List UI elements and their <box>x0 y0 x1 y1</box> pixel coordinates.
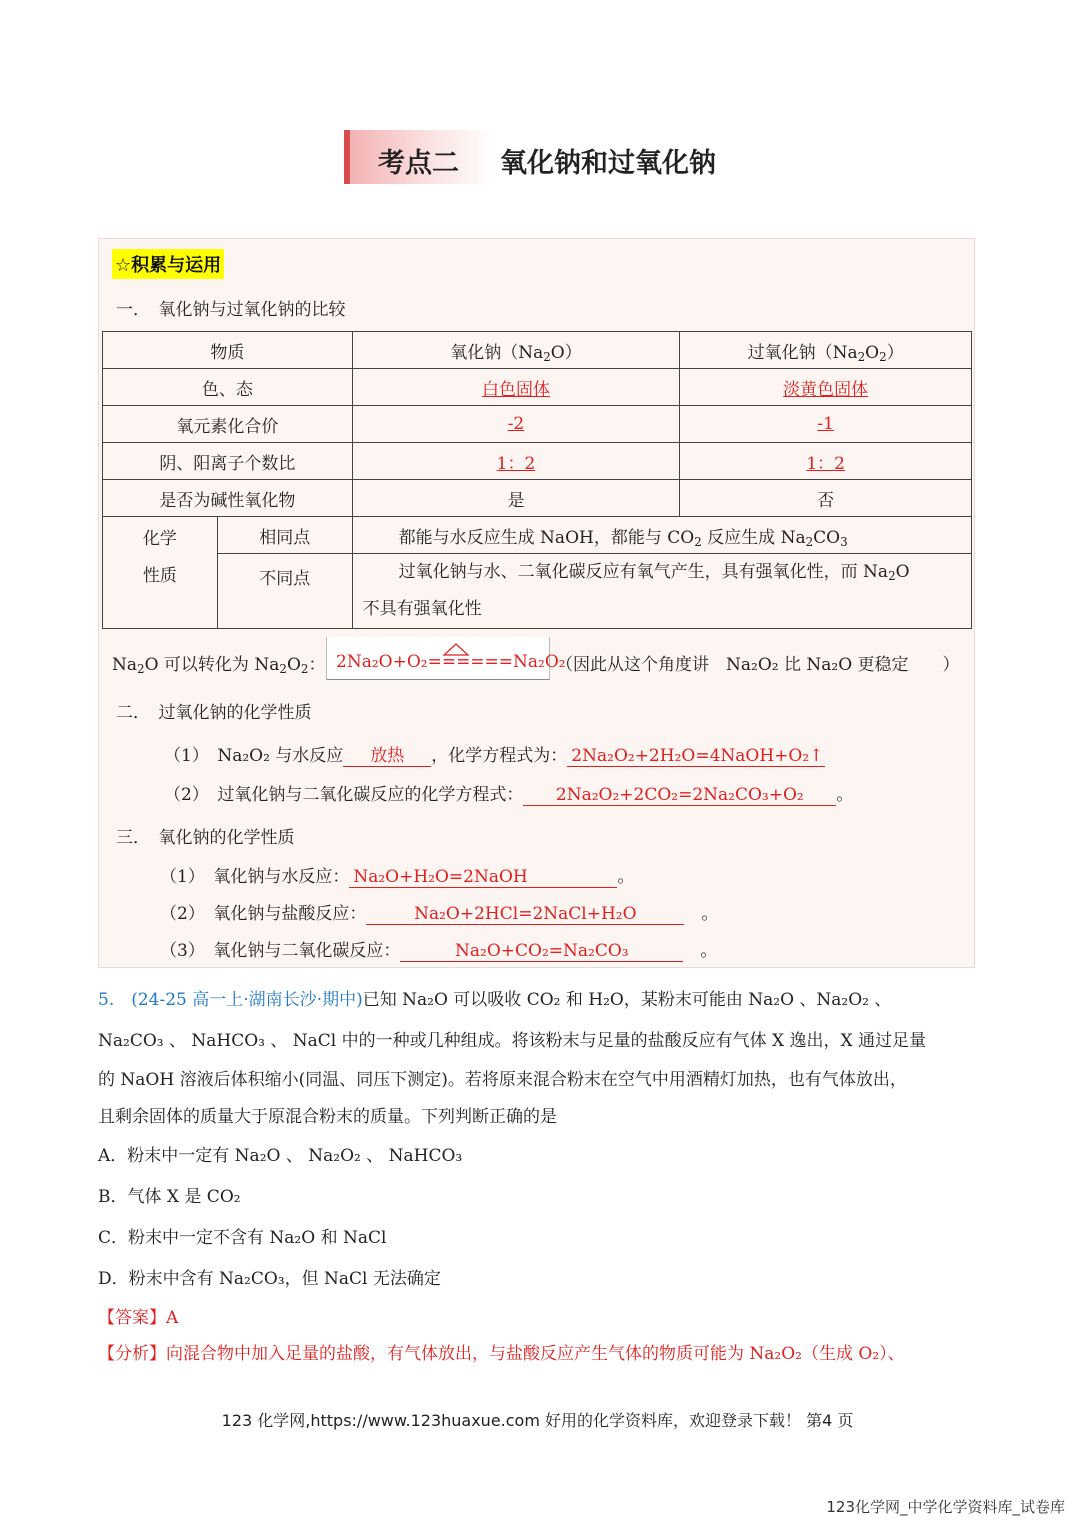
table-cell: 1：2 <box>352 443 680 480</box>
table-cell: 淡黄色固体 <box>680 369 972 406</box>
question-stem: 且剩余固体的质量大于原混合粉末的质量。下列判断正确的是 <box>98 1107 557 1127</box>
watermark-text: 123化学网_中学化学资料库_试卷库 <box>826 1498 1065 1516</box>
question-line: （3） 氧化钠与二氧化碳反应： Na₂O+CO₂=Na₂CO₃ 。 <box>160 941 718 961</box>
conversion-text: $Na_2O$ 可以转化为 $Na_2O_2$： <box>112 655 326 676</box>
table-cell: 过氧化钠与水、二氧化碳反应有氧气产生，具有强氧化性，而 $Na_2O$ 不具有强氧化性 <box>352 554 971 629</box>
question-line: （2） 氧化钠与盐酸反应： Na₂O+2HCl=2NaCl+H₂O 。 <box>160 904 719 924</box>
conversion-note: （因此从这个角度讲 Na₂O₂ 比 Na₂O 更稳定 ） <box>556 655 960 675</box>
section-heading-3: 三． 氧化钠的化学性质 <box>116 828 295 848</box>
table-cell: 相同点 <box>217 517 352 554</box>
table-cell: -2 <box>352 406 680 443</box>
comparison-table <box>102 331 972 629</box>
option-c: C．粉末中一定不含有 Na₂O 和 NaCl <box>98 1228 387 1248</box>
table-header: 物质 <box>103 332 353 369</box>
option-a: A．粉末中一定有 Na₂O 、 Na₂O₂ 、 NaHCO₃ <box>98 1146 463 1166</box>
table-cell: 是 <box>352 480 680 517</box>
page-title: 氧化钠和过氧化钠 <box>500 148 716 179</box>
answer: 【答案】A <box>98 1308 179 1328</box>
table-cell: 不同点 <box>217 554 352 629</box>
question-line: （1） Na₂O₂ 与水反应 放热 ，化学方程式为： 2Na₂O₂+2H₂O=4NaOH+O₂↑ <box>164 741 825 767</box>
table-cell: 色、态 <box>103 369 353 406</box>
section-heading-2: 二． 过氧化钠的化学性质 <box>116 703 312 723</box>
table-cell: 否 <box>680 480 972 517</box>
table-header: 过氧化钠$(Na_2O_2)$ <box>680 332 972 369</box>
option-d: D．粉末中含有 Na₂CO₃，但 NaCl 无法确定 <box>98 1269 441 1289</box>
section-heading-1: 一． 氧化钠与过氧化钠的比较 <box>116 300 346 320</box>
question-line: （2） 过氧化钠与二氧化碳反应的化学方程式： 2Na₂O₂+2CO₂=2Na₂CO₃+O₂ 。 <box>164 785 854 805</box>
analysis: 【分析】向混合物中加入足量的盐酸，有气体放出，与盐酸反应产生气体的物质可能为 Na₂O₂（生成 O₂）、 <box>98 1344 905 1364</box>
table-cell: 氧元素化合价 <box>103 406 353 443</box>
conversion-equation: 2Na₂O+O₂======Na₂O₂ <box>336 652 566 672</box>
question-stem: 的 NaOH 溶液后体积缩小(同温、同压下测定)。若将原来混合粉末在空气中用酒精灯加热，也有气体放出， <box>98 1070 907 1090</box>
section-badge: ☆积累与运用 <box>112 249 224 279</box>
page-footer: 123 化学网,https://www.123huaxue.com 好用的化学资料库，欢迎登录下载！ 第4 页 <box>221 1411 854 1430</box>
question-line: （1） 氧化钠与水反应： Na₂O+H₂O=2NaOH 。 <box>160 867 635 887</box>
table-cell: 白色固体 <box>352 369 680 406</box>
table-cell: 化学 性质 <box>103 517 218 629</box>
option-b: B．气体 X 是 CO₂ <box>98 1187 241 1207</box>
question-stem: 5. (24-25 高一上·湖南长沙·期中)已知 Na₂O 可以吸收 CO₂ 和 H₂O，某粉末可能由 Na₂O 、Na₂O₂ 、 <box>98 990 892 1010</box>
table-header: 氧化钠$(Na_2O)$ <box>352 332 680 369</box>
table-cell: -1 <box>680 406 972 443</box>
table-cell: 1：2 <box>680 443 972 480</box>
table-cell: 是否为碱性氧化物 <box>103 480 353 517</box>
table-cell: 阴、阳离子个数比 <box>103 443 353 480</box>
question-stem: Na₂CO₃ 、 NaHCO₃ 、 NaCl 中的一种或几种组成。将该粉末与足量的盐酸反应有气体 X 逸出，X 通过足量 <box>98 1031 927 1051</box>
table-cell: 都能与水反应生成 NaOH，都能与 $CO_2$ 反应生成 $Na_2CO_3$ <box>352 517 971 554</box>
title-tag: 考点二 <box>378 148 459 179</box>
